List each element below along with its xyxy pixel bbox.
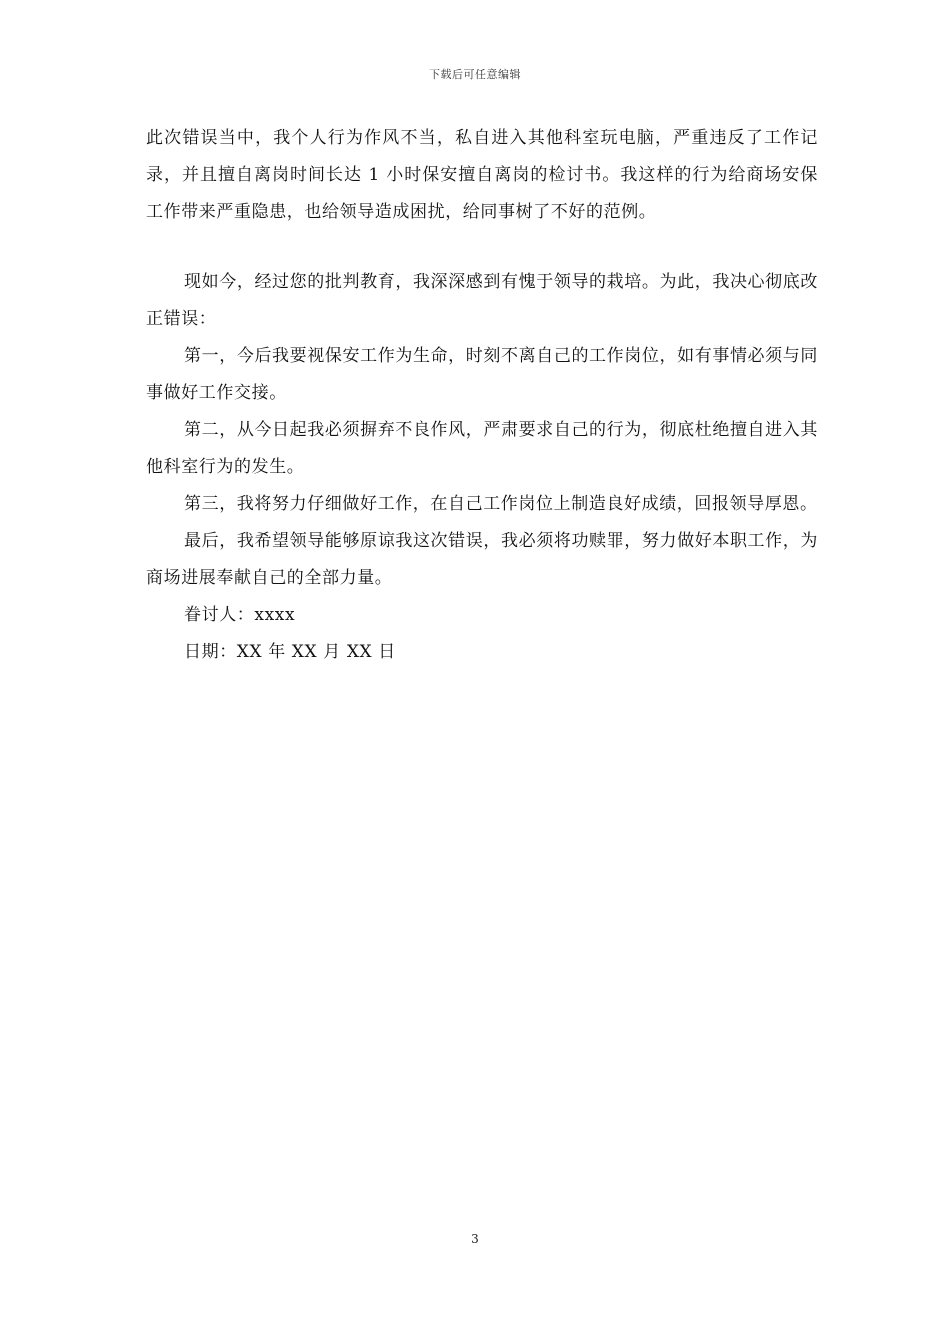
page-header: 下载后可任意编辑 <box>429 68 521 81</box>
paragraph-closing: 最后，我希望领导能够原谅我这次错误，我必须将功赎罪，努力做好本职工作，为商场进展奉献自己的全部力量。 <box>146 531 818 588</box>
paragraph-point-one: 第一，今后我要视保安工作为生命，时刻不离自己的工作岗位，如有事情必须与同事做好工作交接。 <box>146 346 818 403</box>
paragraph-intro: 此次错误当中，我个人行为作风不当，私自进入其他科室玩电脑，严重违反了工作记录，并且擅自离岗时间长达 1 小时保安擅自离岗的检讨书。我这样的行为给商场安保工作带来严重隐患，也给领导造成困扰，给同事树了不好的范例。 <box>146 128 818 222</box>
signature-author: 眷讨人：xxxx <box>184 605 296 625</box>
paragraph-resolve: 现如今，经过您的批判教育，我深深感到有愧于领导的栽培。为此，我决心彻底改正错误： <box>146 272 818 329</box>
paragraph-point-two: 第二，从今日起我必须摒弃不良作风，严肃要求自己的行为，彻底杜绝擅自进入其他科室行为的发生。 <box>146 420 818 477</box>
paragraph-point-three: 第三，我将努力仔细做好工作，在自己工作岗位上制造良好成绩，回报领导厚恩。 <box>184 494 818 514</box>
signature-date: 日期：XX 年 XX 月 XX 日 <box>184 642 396 662</box>
page-number: 3 <box>471 1232 479 1246</box>
document-body <box>146 120 818 671</box>
